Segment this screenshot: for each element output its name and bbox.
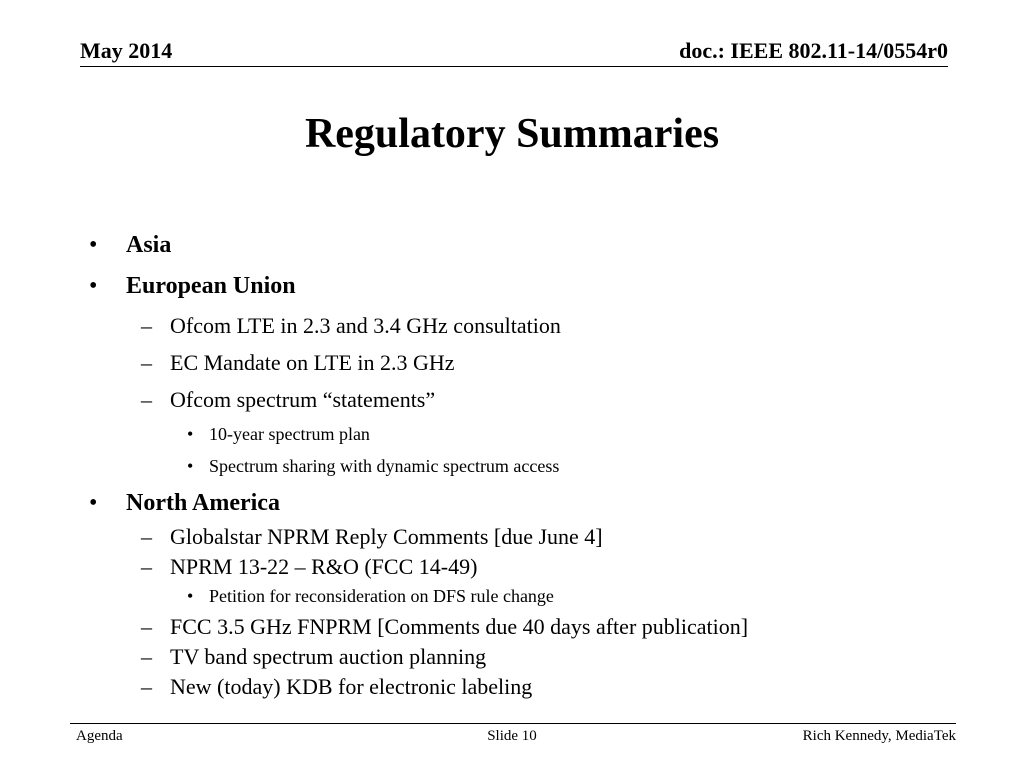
- footer-author: Rich Kennedy, MediaTek: [802, 728, 956, 744]
- sub-item: [141, 313, 561, 339]
- bullet-asia-label: Asia: [126, 232, 172, 258]
- sub-sub-item-label: Spectrum sharing with dynamic spectrum access: [209, 456, 560, 476]
- bullet-mark: •: [89, 232, 98, 258]
- sub-sub-item: [187, 586, 554, 607]
- sub-item: [141, 387, 436, 413]
- sub-item: [141, 350, 455, 376]
- footer-slide-number: Slide 10: [487, 728, 537, 744]
- sub-item-label: FCC 3.5 GHz FNPRM [Comments due 40 days after publication]: [170, 614, 749, 639]
- bullet-north-america: [89, 490, 280, 517]
- dash-mark: –: [141, 524, 152, 549]
- header-date: May 2014: [80, 38, 173, 63]
- sub-item: [141, 614, 749, 640]
- dash-mark: –: [141, 313, 152, 338]
- sub-item-label: TV band spectrum auction planning: [170, 644, 487, 669]
- sub-item-label: Ofcom spectrum “statements”: [170, 387, 436, 412]
- slide-title: Regulatory Summaries: [304, 111, 720, 157]
- sub-item-label: Ofcom LTE in 2.3 and 3.4 GHz consultation: [170, 313, 561, 338]
- bullet-mark: •: [89, 490, 98, 516]
- sub-item-label: Globalstar NPRM Reply Comments [due June 4]: [170, 524, 603, 549]
- bullet-mark: •: [187, 586, 194, 606]
- sub-sub-item-label: 10-year spectrum plan: [209, 424, 370, 444]
- dash-mark: –: [141, 554, 152, 579]
- sub-item: [141, 524, 603, 550]
- sub-item-label: New (today) KDB for electronic labeling: [170, 674, 533, 699]
- bullet-mark: •: [187, 456, 194, 476]
- sub-item: [141, 674, 533, 700]
- dash-mark: –: [141, 674, 152, 699]
- footer-rule: [70, 723, 956, 724]
- footer-left: Agenda: [76, 728, 123, 744]
- sub-item-label: NPRM 13-22 – R&O (FCC 14-49): [170, 554, 478, 579]
- bullet-mark: •: [89, 273, 98, 299]
- sub-sub-item: [187, 456, 560, 477]
- bullet-north-america-label: North America: [126, 490, 280, 516]
- bullet-european-union-label: European Union: [126, 273, 296, 299]
- header-rule: [80, 66, 948, 67]
- sub-item: [141, 554, 478, 580]
- dash-mark: –: [141, 644, 152, 669]
- bullet-european-union: [89, 273, 296, 300]
- bullet-asia: [89, 232, 172, 259]
- dash-mark: –: [141, 387, 152, 412]
- sub-sub-item-label: Petition for reconsideration on DFS rule change: [209, 586, 554, 606]
- header-doc-id: doc.: IEEE 802.11-14/0554r0: [679, 38, 948, 63]
- sub-item: [141, 644, 487, 670]
- bullet-mark: •: [187, 424, 194, 444]
- dash-mark: –: [141, 614, 152, 639]
- sub-item-label: EC Mandate on LTE in 2.3 GHz: [170, 350, 455, 375]
- dash-mark: –: [141, 350, 152, 375]
- sub-sub-item: [187, 424, 370, 445]
